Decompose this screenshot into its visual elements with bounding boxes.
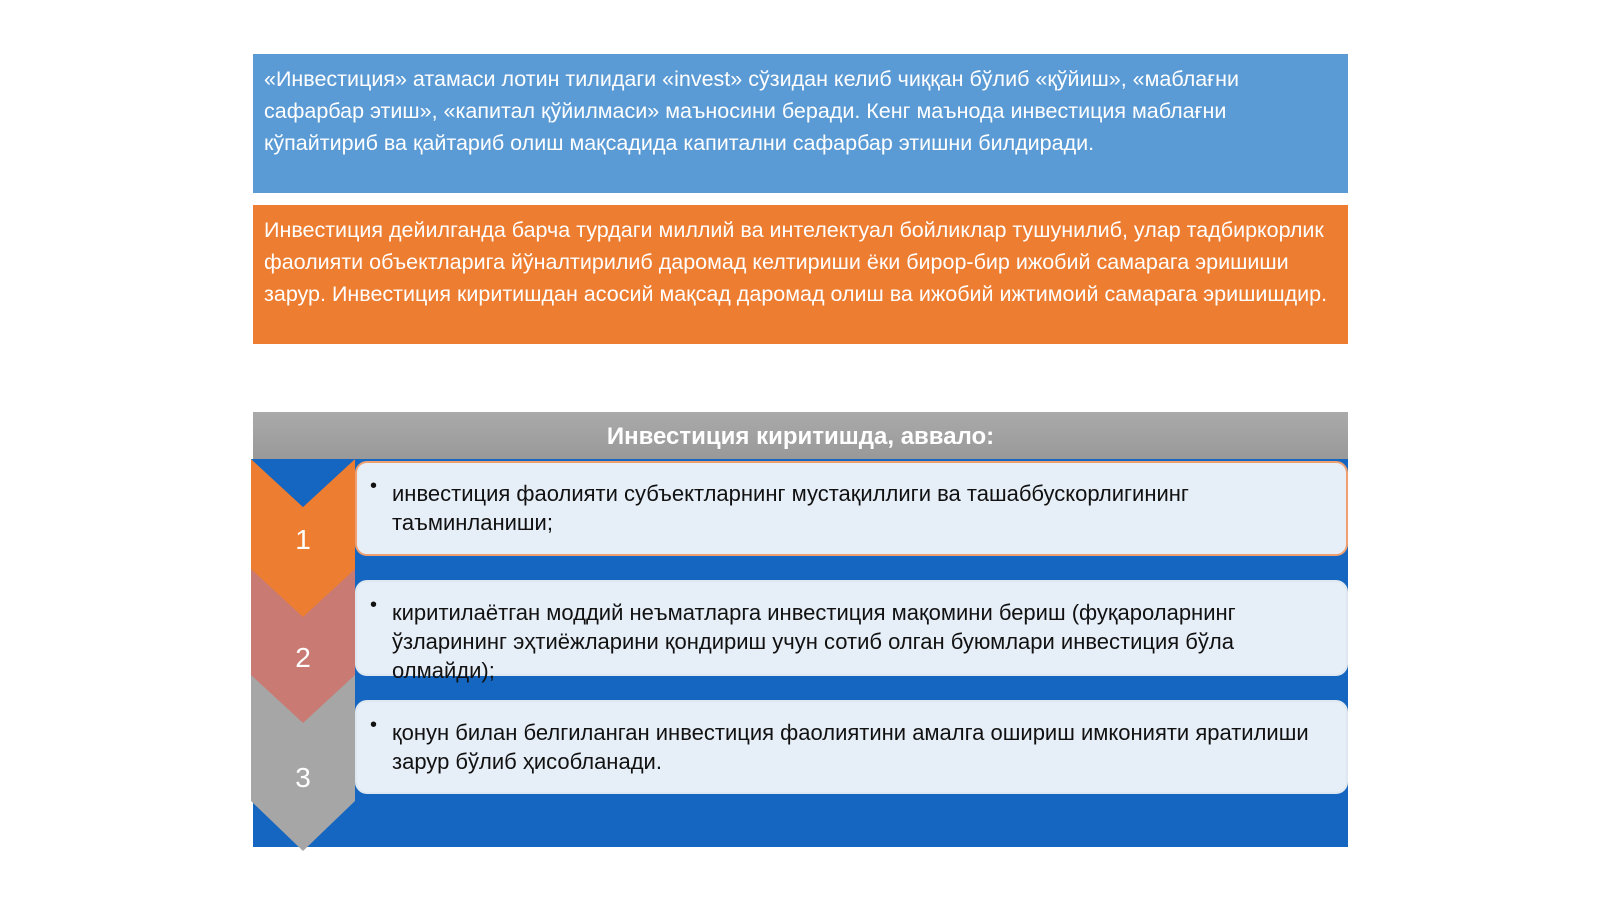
explanation-box: Инвестиция дейилганда барча турдаги миллий ва интелектуал бойликлар тушунилиб, улар тадбиркорлик фаолияти объектларига йўналтирилиб даромад келтириши ёки бирор-бир ижобий самарага эришиши зарур. Инвестиция киритишдан асосий мақсад даромад олиш ва ижобий ижтимоий самарага эришишдир. <box>253 205 1348 344</box>
list-item-3 <box>355 700 1348 794</box>
definition-box: «Инвестиция» атамаси лотин тилидаги «invest» сўзидан келиб чиққан бўлиб «қўйиш», «маблағни сафарбар этиш», «капитал қўйилмаси» маъносини беради. Кенг маънода инвестиция маблағни кўпайтириб ва қайтариб олиш мақсадида капитални сафарбар этишни билдиради. <box>253 54 1348 193</box>
list-item-2 <box>355 580 1348 683</box>
step-number-2: 2 <box>295 642 311 673</box>
step-number-1: 1 <box>295 524 311 555</box>
list-header: Инвестиция киритишда, аввало: <box>253 412 1348 459</box>
bullet-icon: • <box>370 714 378 736</box>
list-item-1 <box>355 461 1348 556</box>
list-item-text: инвестиция фаолияти субъектларнинг мустақиллиги ва ташаббускорлигининг таъминланиши; <box>392 481 1189 535</box>
list-item-text: киритилаётган моддий неъматларга инвестиция мақомини бериш (фуқароларнинг ўзларининг эҳтиёжларини қондириш учун сотиб олган буюмлари инвестиция бўла олмайди); <box>392 600 1236 683</box>
list-item-text: қонун билан белгиланган инвестиция фаолиятини амалга ошириш имконияти яратилиши зарур бўлиб ҳисобланади. <box>392 720 1309 774</box>
bullet-icon: • <box>370 475 378 497</box>
bullet-icon: • <box>370 594 378 616</box>
step-number-3: 3 <box>295 762 311 793</box>
